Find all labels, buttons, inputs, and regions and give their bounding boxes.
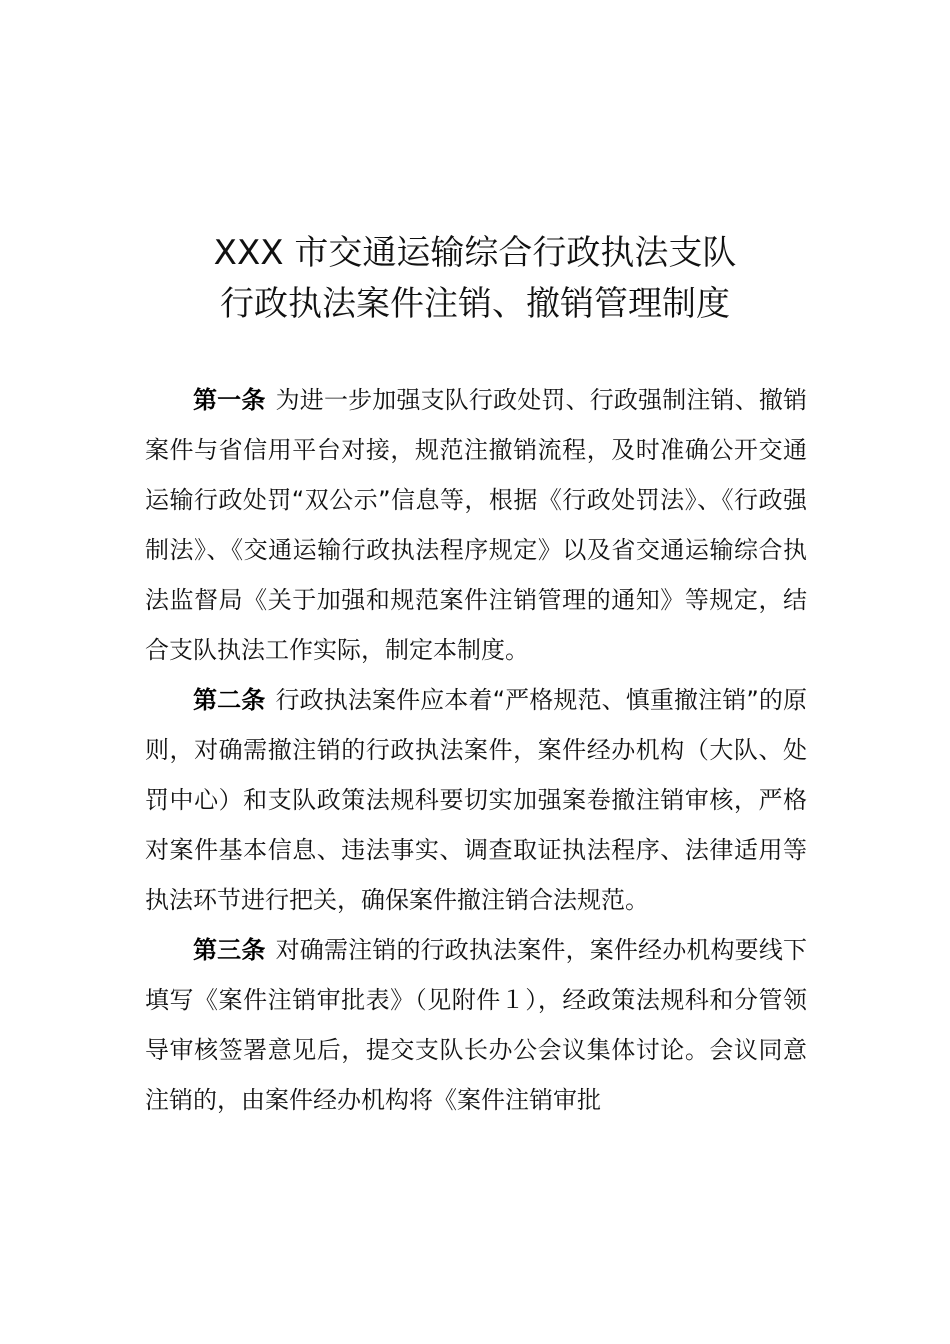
document-body: [145, 375, 807, 1125]
document-title: [0, 228, 950, 330]
title-line-1: XXX 市交通运输综合行政执法支队: [213, 233, 737, 273]
article-2: [145, 675, 807, 925]
title-line-2: 行政执法案件注销、撤销管理制度: [220, 284, 730, 324]
article-1-heading: 第一条: [193, 386, 266, 414]
article-2-heading: 第二条: [193, 686, 266, 714]
article-3: [145, 925, 807, 1125]
article-3-heading: 第三条: [193, 936, 266, 964]
article-1: [145, 375, 807, 675]
article-1-text: 为进一步加强支队行政处罚、行政强制注销、撤销案件与省信用平台对接，规范注撤销流程，及时准确公开交通运输行政处罚“双公示”信息等，根据《行政处罚法》、《行政强制法》、《交通运输行政执法程序规定》以及省交通运输综合执法监督局《关于加强和规范案件注销管理的通知》等规定，结合支队执法工作实际，制定本制度。: [145, 386, 808, 664]
article-3-text: 对确需注销的行政执法案件，案件经办机构要线下填写《案件注销审批表》（见附件１），经政策法规科和分管领导审核签署意见后，提交支队长办公会议集体讨论。会议同意注销的，由案件经办机构将《案件注销审批: [145, 936, 808, 1114]
article-2-text: 行政执法案件应本着“严格规范、慎重撤注销”的原则，对确需撤注销的行政执法案件，案件经办机构（大队、处罚中心）和支队政策法规科要切实加强案卷撤注销审核，严格对案件基本信息、违法事实、调查取证执法程序、法律适用等执法环节进行把关，确保案件撤注销合法规范。: [145, 686, 808, 914]
